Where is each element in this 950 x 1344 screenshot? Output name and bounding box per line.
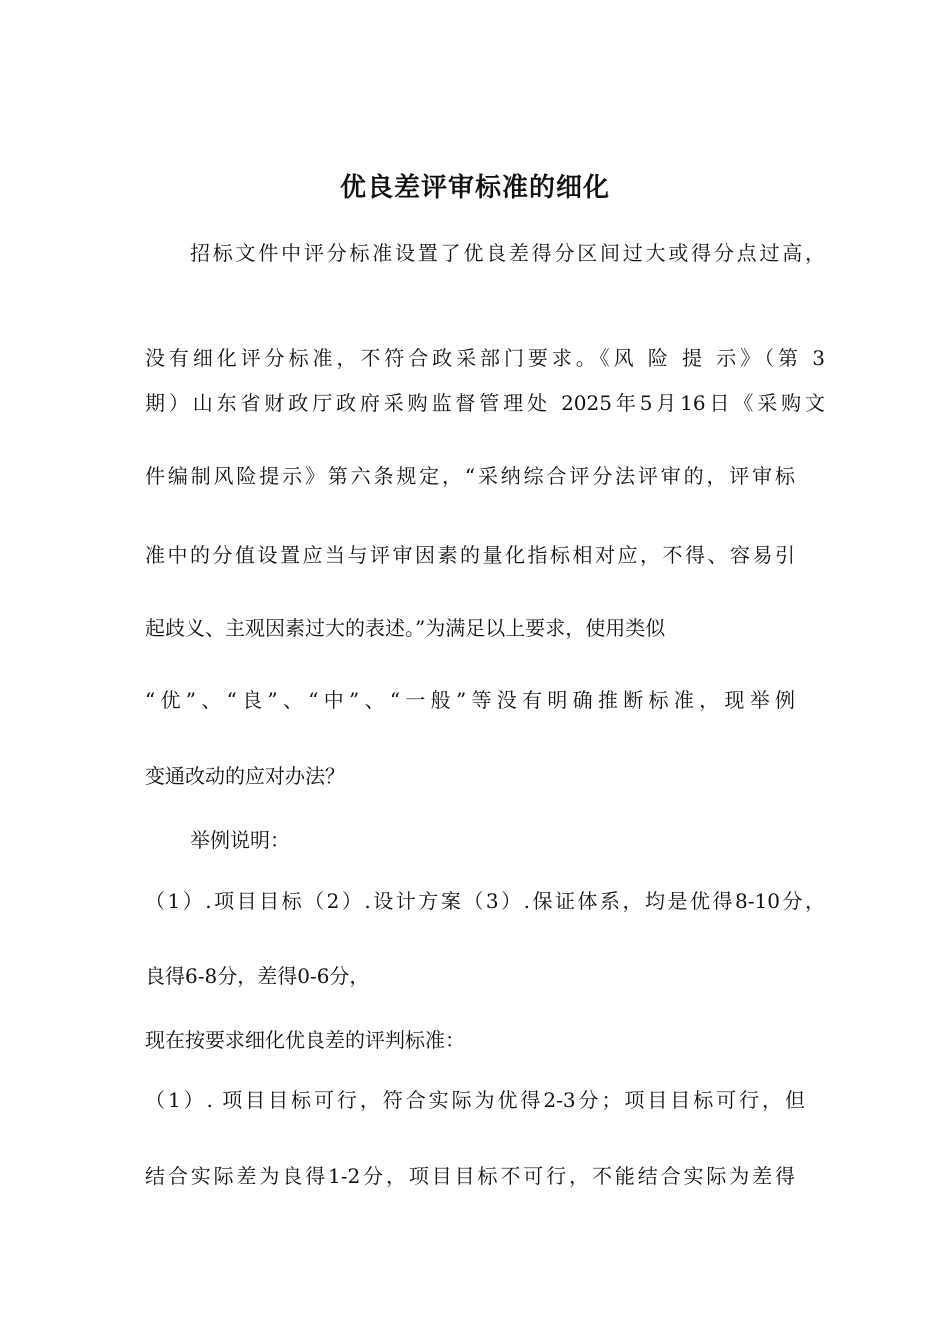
paragraph-line: 件编制风险提示》第六条规定，“采纳综合评分法评审的，评审标 <box>145 464 795 488</box>
list-item: 良得6-8分，差得0-6分， <box>145 964 370 988</box>
paragraph-line: “优”、“良”、“中”、“一般”等没有明确推断标准，现举例 <box>145 688 795 712</box>
paragraph-line: 变通改动的应对办法？ <box>145 764 345 788</box>
paragraph-line: 起歧义、主观因素过大的表述。”为满足以上要求，使用类似 <box>145 616 666 640</box>
list-item: （1）. 项目目标可行，符合实际为优得2-3分；项目目标可行，但 <box>145 1088 805 1112</box>
paragraph-line: 招标文件中评分标准设置了优良差得分区间过大或得分点过高， <box>190 241 825 265</box>
paragraph-line: 没有细化评分标准，不符合政采部门要求。《风 险 提 示》（第 3 <box>145 346 825 370</box>
list-item: （1）.项目目标（2）.设计方案（3）.保证体系，均是优得8-10分， <box>145 889 825 913</box>
paragraph-line: 期）山东省财政厅政府采购监督管理处 2025年5月16日《采购文 <box>145 391 825 415</box>
section-label: 现在按要求细化优良差的评判标准： <box>145 1028 465 1052</box>
document-title: 优良差评审标准的细化 <box>339 173 610 203</box>
paragraph-line: 准中的分值设置应当与评审因素的量化指标相对应，不得、容易引 <box>145 543 795 567</box>
list-item: 结合实际差为良得1-2分，项目目标不可行，不能结合实际为差得 <box>145 1164 795 1188</box>
section-label: 举例说明： <box>190 828 290 852</box>
